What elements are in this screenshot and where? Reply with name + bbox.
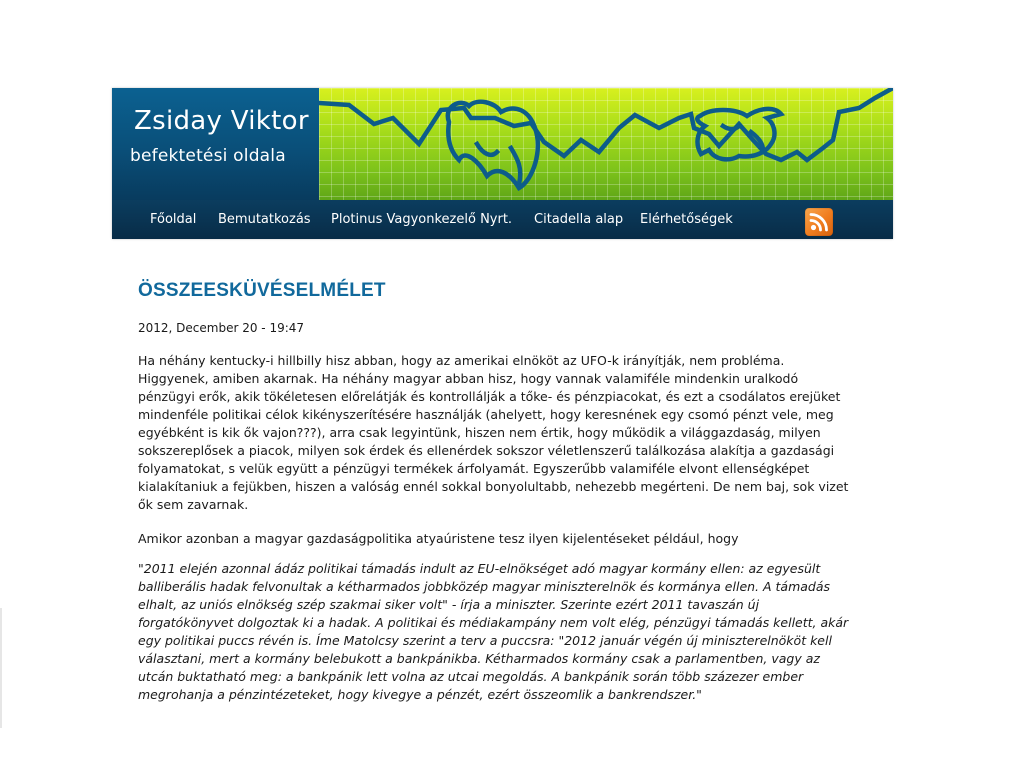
nav-item-citadella[interactable]: Citadella alap — [534, 212, 624, 227]
nav-item-elerhetosegek[interactable]: Elérhetőségek — [640, 212, 733, 227]
rss-feed-icon[interactable] — [805, 208, 833, 236]
post-quote: "2011 elején azonnal ádáz politikai támadás indult az EU-elnökséget adó magyar kormány ellen: az egyesült balliberális hadak felvonultak a kétharmados jobbközép magyar miniszterelnök és kormánya ellen. A támadás elhalt, az uniós elnökség szép szakmai siker volt" - írja a miniszter. Szerinte ezért 2011 tavaszán új forgatókönyvet dolgoztak ki a hadak. A politikai és médiakampány nem volt elég, pénzügyi támadás kellett, akár egy politikai puccs révén is. Íme Matolcsy szerint a terv a puccsra: "2012 január végén új miniszterelnököt kell választani, mert a kormány belebukott a bankpánikba. Kétharmados kormány csak a parlamentben, vagy az utcán buktatható meg: a bankpánik lett volna az utcai megoldás. A bankpánik során több százezer ember megrohanja a pénzintézeteket, hogy kivegye a pénzét, ezért összeomlik a bankrendszer." — [138, 561, 849, 702]
post-paragraph: Ha néhány kentucky-i hillbilly hisz abban, hogy az amerikai elnököt az UFO-k irányítják, nem probléma. Higgyenek, amiben akarnak. Ha néhány magyar abban hisz, hogy vannak valamiféle mindenkin uralkodó pénzügyi erők, akik tökéletesen előrelátják és kontrollálják a tőke- és pénzpiacokat, és ezt a csodálatos erejüket mindenféle politikai célok kikényszerítésére használják (ahelyett, hogy keresnének egy csomó pénzt vele, meg egyébként is kik ők vajon???), arra csak legyintünk, hiszen nem értik, hogy működik a világgazdaság, milyen sokszereplősek a piacok, milyen sok érdek és ellenérdek sokszor véletlenszerű találkozása alakítja a gazdasági folyamatokat, s velük együtt a pénzügyi termékek árfolyamát. Egyszerűbb valamiféle elvont ellenségképet kialakítaniuk a fejükben, hiszen a valóság ennél sokkal bonyolultabb, nehezebb megérteni. De nem baj, sok vizet ők sem zavarnak. — [138, 353, 849, 512]
post-date: 2012, December 20 - 19:47 — [138, 321, 305, 335]
post-content — [138, 280, 858, 702]
nav-item-fooldal[interactable]: Főoldal — [150, 212, 197, 227]
market-chart-illustration — [319, 88, 893, 200]
site-name: Zsiday Viktor — [134, 106, 309, 136]
nav-item-plotinus[interactable]: Plotinus Vagyonkezelő Nyrt. — [331, 212, 513, 227]
page-edge — [0, 608, 2, 728]
site-header — [112, 88, 893, 239]
post-title[interactable]: ÖSSZEESKÜVÉSELMÉLET — [138, 280, 386, 301]
post-paragraph: Amikor azonban a magyar gazdaságpolitika atyaúristene tesz ilyen kijelentéseket például, hogy — [138, 531, 739, 546]
nav-item-bemutatkozas[interactable]: Bemutatkozás — [218, 212, 311, 227]
site-logo[interactable] — [112, 88, 319, 200]
site-subtitle: befektetési oldala — [130, 146, 286, 166]
bull-head-illustration — [448, 102, 538, 188]
price-line — [319, 88, 893, 160]
header-banner — [319, 88, 893, 200]
main-navigation — [112, 200, 893, 239]
